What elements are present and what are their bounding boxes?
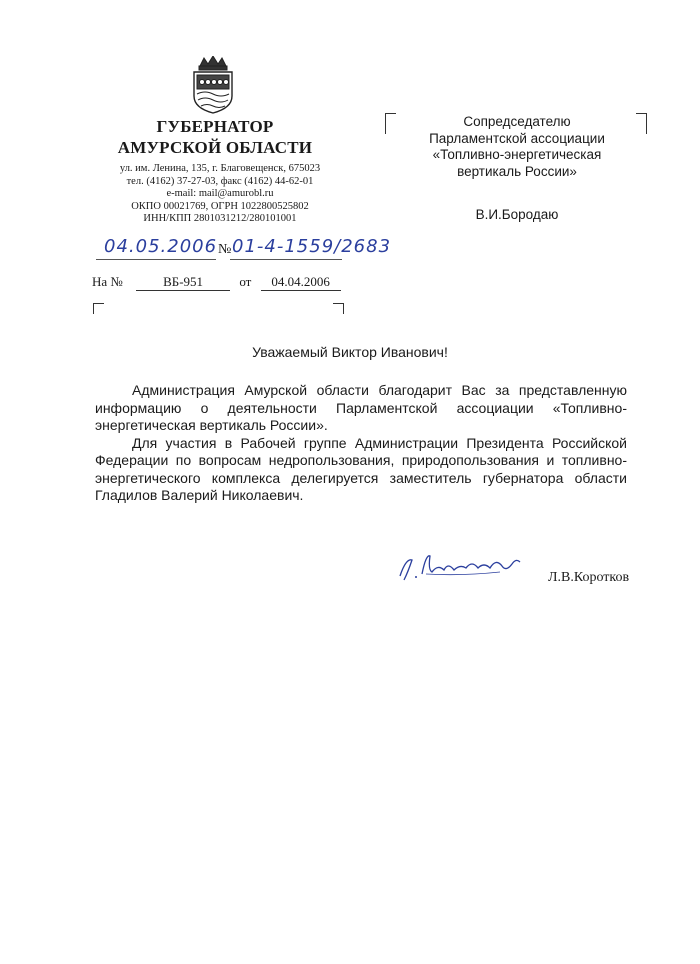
letterhead-title-line1: ГУБЕРНАТОР — [156, 117, 274, 136]
reference-ot-label: от — [239, 274, 252, 289]
letterhead-phone: тел. (4162) 37-27-03, факс (4162) 44-62-01 — [126, 175, 314, 187]
letterhead-address: ул. им. Ленина, 135, г. Благовещенск, 675023 — [119, 163, 321, 174]
addressee-line2: Парламентской ассоциации — [429, 130, 605, 146]
letterhead-okpo: ОКПО 00021769, ОГРН 1022800525802 — [131, 200, 309, 212]
addressee-line1: Сопредседателю — [463, 114, 571, 129]
right-corner-mark-tl — [385, 113, 396, 134]
addressee-line3: «Топливно-энергетическая — [432, 147, 602, 162]
body-paragraph-2: Для участия в Рабочей группе Администрации Президента Российской Федерации по вопросам недропользования, природопользования и топливно-энергетического комплекса делегируется заместитель губернатора области Гладилов Валерий Николаевич. — [95, 434, 627, 503]
addressee-block — [400, 114, 634, 180]
letterhead-email: e-mail: mail@amurobl.ru — [166, 188, 274, 200]
registration-number: 01-4-1559/2683 — [232, 236, 392, 257]
reference-na-value: ВБ-951 — [136, 274, 230, 291]
signer-name: Л.В.Коротков — [548, 570, 630, 585]
addressee-line4: вертикаль России» — [457, 163, 577, 179]
left-corner-mark-tr — [333, 303, 344, 314]
addressee-name: В.И.Бородаю — [475, 207, 559, 222]
salutation: Уважаемый Виктор Иванович! — [252, 344, 448, 360]
reference-ot-value: 04.04.2006 — [261, 274, 341, 291]
left-corner-mark-tl — [93, 303, 104, 314]
handwritten-signature — [392, 550, 532, 586]
letterhead-title-line2: АМУРСКОЙ ОБЛАСТИ — [117, 138, 313, 157]
letter-body — [95, 382, 627, 505]
reference-na-label: На № — [92, 274, 123, 289]
letterhead-contact-info — [100, 163, 340, 226]
body-paragraph-1: Администрация Амурской области благодарит Вас за представленную информацию о деятельности Парламентской ассоциации «Топливно-энергетическая вертикаль России». — [95, 382, 627, 433]
registration-date: 04.05.2006 — [104, 236, 218, 257]
right-corner-mark-tr — [636, 113, 647, 134]
reference-line — [92, 274, 341, 291]
registration-number-label: № — [218, 242, 232, 257]
letterhead-title — [100, 116, 330, 158]
letterhead-inn: ИНН/КПП 2801031212/280101001 — [143, 213, 297, 225]
registration-number-underline — [230, 259, 342, 260]
registration-date-underline — [96, 259, 216, 260]
coat-of-arms-emblem — [188, 56, 238, 114]
